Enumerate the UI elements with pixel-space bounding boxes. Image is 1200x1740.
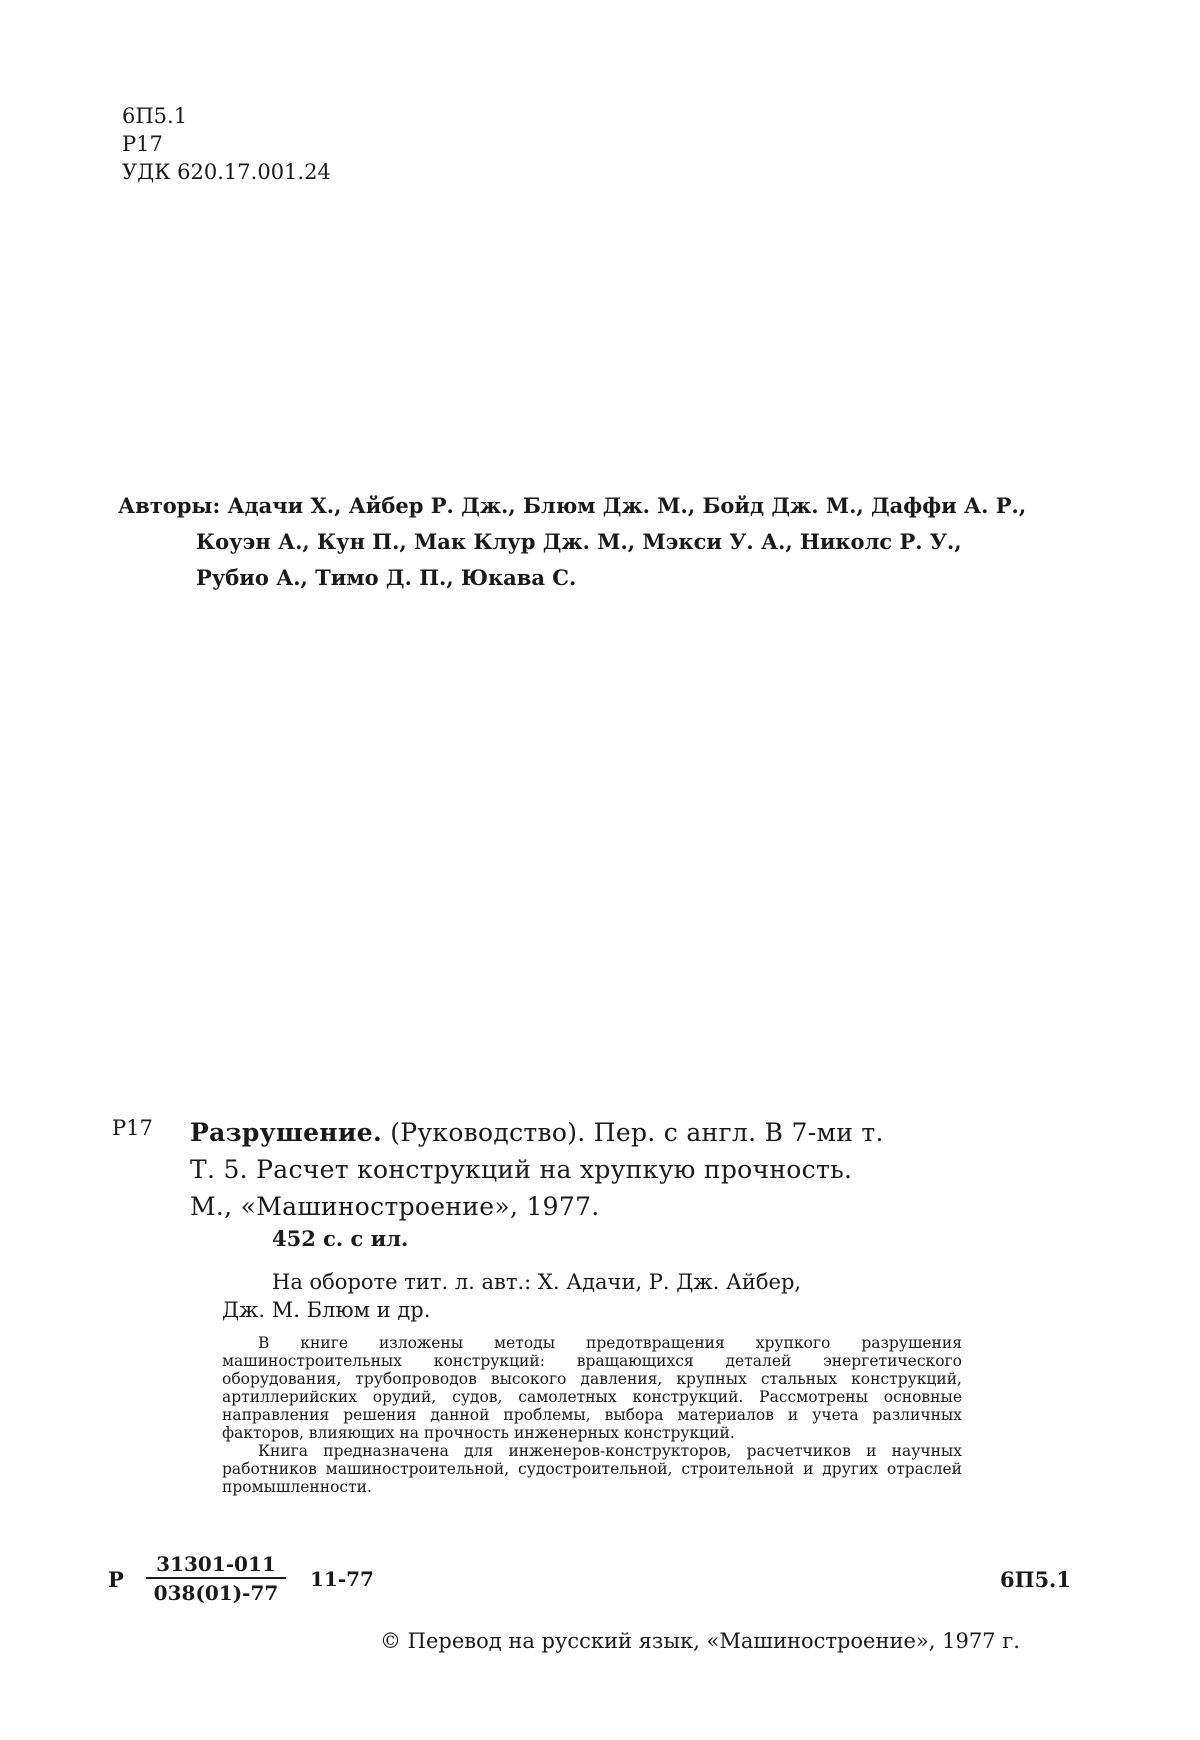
verso-note	[222, 1268, 982, 1324]
abstract-paragraph: В книге изложены методы предотвращения хрупкого разрушения машиностроительных конструкций: вращающихся деталей энергетического оборудования, трубопроводов высокого давления, крупных стальных конструкций, артиллерийских орудий, судов, самолетных конструкций. Рассмотрены основные направления решения данной проблемы, выбора материалов и учета различных факторов, влияющих на прочность инженерных конструкций.	[222, 1334, 962, 1442]
abstract	[222, 1334, 962, 1496]
title-continuation: (Руководство). Пер. с англ. В 7-ми т.	[381, 1118, 884, 1147]
publisher-line: М., «Машиностроение», 1977.	[190, 1192, 600, 1221]
catalog-entry-title	[190, 1114, 970, 1225]
fraction-denominator: 038(01)-77	[153, 1581, 279, 1605]
fraction-numerator: 31301-011	[146, 1552, 286, 1579]
fraction-tail: 11-77	[310, 1567, 374, 1591]
bbk-fraction	[146, 1552, 286, 1605]
bbk-letter: Р	[108, 1567, 124, 1592]
classification-codes	[122, 102, 331, 186]
authors-line: Рубио А., Тимо Д. П., Юкава С.	[196, 565, 577, 590]
bbk-code-right: 6П5.1	[1000, 1567, 1071, 1592]
authors-line: Коуэн А., Кун П., Мак Клур Дж. М., Мэкси У. А., Николс Р. У.,	[196, 529, 962, 554]
authors-list	[118, 488, 1088, 596]
book-title: Разрушение.	[190, 1118, 382, 1147]
authors-line: Авторы: Адачи Х., Айбер Р. Дж., Блюм Дж. М., Бойд Дж. М., Даффи А. Р.,	[118, 493, 1027, 518]
udk-code: УДК 620.17.001.24	[122, 160, 331, 184]
author-mark: Р17	[122, 132, 163, 156]
title-line	[190, 1114, 970, 1151]
verso-line: Дж. М. Блюм и др.	[222, 1298, 431, 1322]
page-count: 452 с. с ил.	[272, 1226, 409, 1251]
title-line: Т. 5. Расчет конструкций на хрупкую прочность.	[190, 1155, 853, 1184]
bbk-code: 6П5.1	[122, 104, 188, 128]
copyright-line: © Перевод на русский язык, «Машиностроение», 1977 г.	[380, 1629, 1020, 1653]
abstract-paragraph: Книга предназначена для инженеров-конструкторов, расчетчиков и научных работников машиностроительной, судостроительной, строительной и других отраслей промышленности.	[222, 1442, 962, 1496]
verso-line: На обороте тит. л. авт.: Х. Адачи, Р. Дж. Айбер,	[272, 1270, 802, 1294]
entry-code: Р17	[112, 1116, 153, 1140]
